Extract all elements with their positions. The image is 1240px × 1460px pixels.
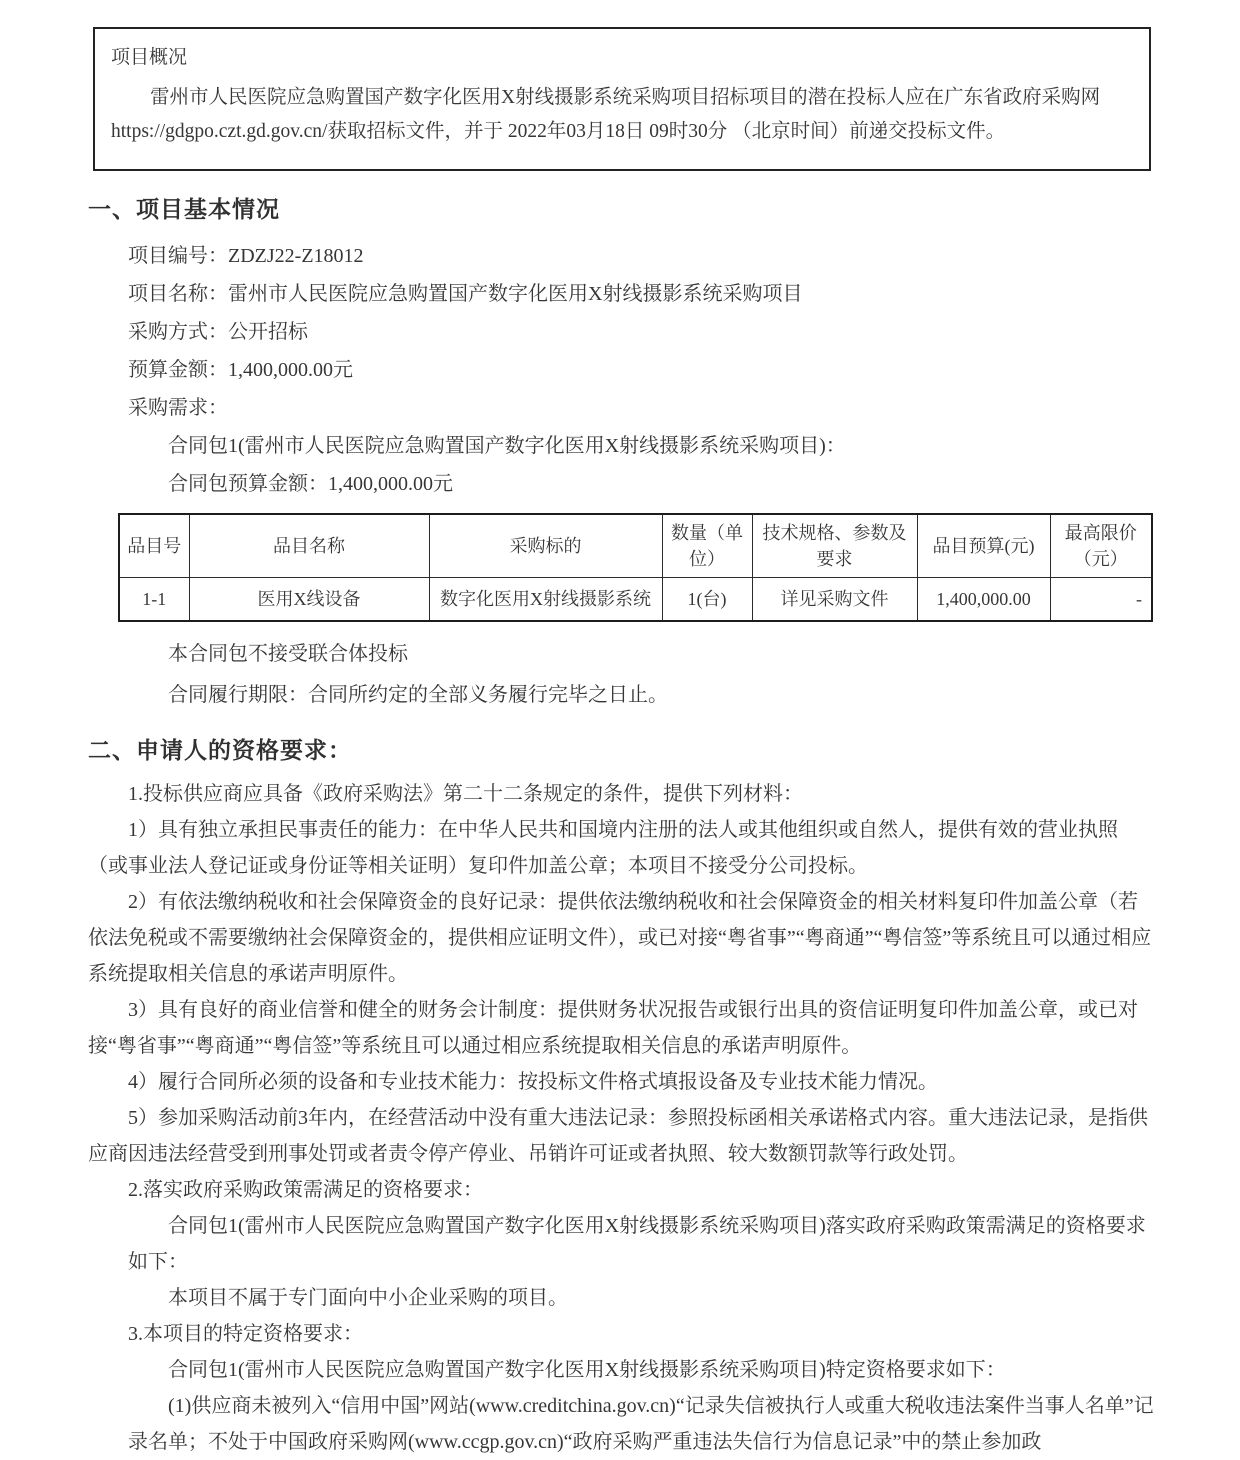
contract-budget-line: 合同包预算金额：1,400,000.00元 [168,473,453,495]
section2-heading: 二、申请人的资格要求： [88,738,352,763]
cell-item-no: 1-1 [119,578,189,622]
requirement-paragraph: 3）具有良好的商业信誉和健全的财务会计制度：提供财务状况报告或银行出具的资信证明复印件加盖公章，或已对接“粤省事”“粤商通”“粤信签”等系统且可以通过相应系统提取相关信息的承诺声明原件。 [88,999,1138,1057]
table-header-budget: 品目预算(元) [917,514,1050,578]
cell-price-cap: - [1050,578,1152,622]
requirement-paragraph: 1.投标供应商应具备《政府采购法》第二十二条规定的条件，提供下列材料： [128,783,803,805]
field-project-number: 项目编号：ZDZJ22-Z18012 [128,245,364,267]
requirement-paragraph: 5）参加采购活动前3年内，在经营活动中没有重大违法记录：参照投标函相关承诺格式内容。重大违法记录，是指供应商因违法经营受到刑事处罚或者责令停产停业、吊销许可证或者执照、较大数额罚款等行政处罚。 [88,1107,1148,1165]
table-header-item-name: 品目名称 [189,514,429,578]
table-header-subject: 采购标的 [429,514,662,578]
requirement-paragraph: 3.本项目的特定资格要求： [128,1323,363,1345]
field-budget-amount: 预算金额：1,400,000.00元 [128,359,353,381]
requirement-paragraph: 2.落实政府采购政策需满足的资格要求： [128,1179,483,1201]
table-header-quantity: 数量（单位） [662,514,752,578]
table-header-row [119,514,1152,578]
cell-budget: 1,400,000.00 [917,578,1050,622]
contract-package-line: 合同包1(雷州市人民医院应急购置国产数字化医用X射线摄影系统采购项目)： [168,435,846,457]
note-contract-period: 合同履行期限：合同所约定的全部义务履行完毕之日止。 [168,684,668,706]
section1-heading: 一、项目基本情况 [88,197,280,222]
requirement-paragraph: 本项目不属于专门面向中小企业采购的项目。 [168,1287,568,1309]
requirement-paragraph: 4）履行合同所必须的设备和专业技术能力：按投标文件格式填报设备及专业技术能力情况。 [128,1071,938,1093]
cell-specs: 详见采购文件 [752,578,917,622]
cell-quantity: 1(台) [662,578,752,622]
overview-body [111,81,1133,149]
table-header-specs: 技术规格、参数及要求 [752,514,917,578]
overview-text-line: 雷州市人民医院应急购置国产数字化医用X射线摄影系统采购项目招标项目的潜在投标人应在广东省政府采购网 [150,87,1101,108]
requirement-paragraph: 合同包1(雷州市人民医院应急购置国产数字化医用X射线摄影系统采购项目)落实政府采购政策需满足的资格要求如下： [128,1215,1146,1273]
cell-item-name: 医用X线设备 [189,578,429,622]
field-procurement-demand: 采购需求： [128,397,228,419]
table-row [119,578,1152,622]
items-table [118,513,1153,622]
field-procurement-method: 采购方式：公开招标 [128,321,308,343]
table-header-item-no: 品目号 [119,514,189,578]
project-overview-box [93,27,1151,171]
note-no-consortium: 本合同包不接受联合体投标 [168,643,408,665]
requirement-paragraph: 2）有依法缴纳税收和社会保障资金的良好记录：提供依法缴纳税收和社会保障资金的相关材料复印件加盖公章（若依法免税或不需要缴纳社会保障资金的，提供相应证明文件），或已对接“粤省事”“粤商通”“粤信签”等系统且可以通过相应系统提取相关信息的承诺声明原件。 [88,891,1152,985]
cell-subject: 数字化医用X射线摄影系统 [429,578,662,622]
overview-title: 项目概况 [111,47,188,68]
requirement-paragraph: (1)供应商未被列入“信用中国”网站(www.creditchina.gov.cn)“记录失信被执行人或重大税收违法案件当事人名单”记录名单；不处于中国政府采购网(www.ccgp.gov.cn)“政府采购严重违法失信行为信息记录”中的禁止参加政 [128,1395,1154,1453]
overview-text-line: https://gdgpo.czt.gd.gov.cn/获取招标文件，并于 2022年03月18日 09时30分 （北京时间）前递交投标文件。 [111,121,1006,142]
requirement-paragraph: 合同包1(雷州市人民医院应急购置国产数字化医用X射线摄影系统采购项目)特定资格要求如下： [168,1359,1006,1381]
table-header-price-cap: 最高限价（元） [1050,514,1152,578]
field-project-name: 项目名称：雷州市人民医院应急购置国产数字化医用X射线摄影系统采购项目 [128,283,803,305]
requirement-paragraph: 1）具有独立承担民事责任的能力：在中华人民共和国境内注册的法人或其他组织或自然人，提供有效的营业执照（或事业法人登记证或身份证等相关证明）复印件加盖公章；本项目不接受分公司投标。 [88,819,1118,877]
